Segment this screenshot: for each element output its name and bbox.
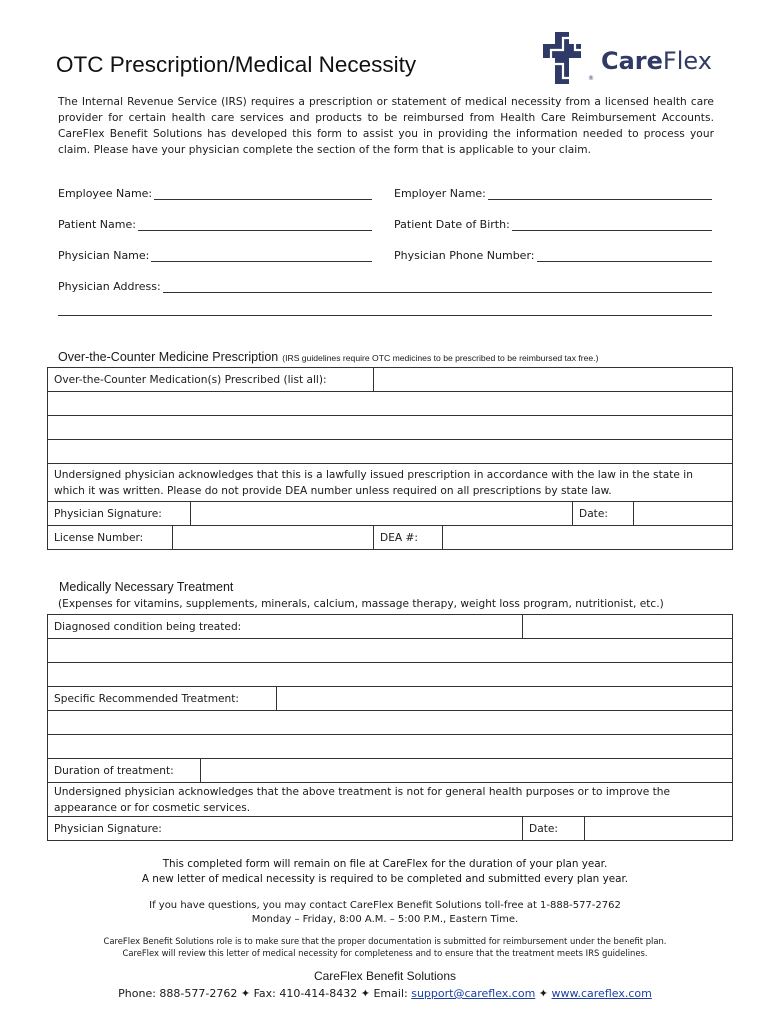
otc-signature-label: Physician Signature:	[48, 502, 191, 526]
footer-questions-2: Monday – Friday, 8:00 A.M. – 5:00 P.M., Eastern Time.	[251, 914, 519, 925]
med-condition-input[interactable]	[523, 615, 733, 639]
otc-acknowledgment: Undersigned physician acknowledges that this is a lawfully issued prescription in accordance with the law in the state in which it was written. Please do not provide DEA number unless required on all prescriptions by state law.	[48, 464, 733, 502]
patient-dob-input[interactable]	[512, 218, 712, 231]
footer-role-1: CareFlex Benefit Solutions role is to make sure that the proper documentation is submitted for reimbursement under the benefit plan.	[103, 936, 667, 946]
footer-questions-1: If you have questions, you may contact CareFlex Benefit Solutions toll-free at 1-888-577-2762	[149, 900, 621, 911]
otc-dea-label: DEA #:	[374, 526, 443, 550]
physician-address-field[interactable]	[58, 280, 712, 293]
employee-name-label: Employee Name:	[58, 187, 153, 200]
physician-address-input[interactable]	[163, 280, 712, 293]
employer-name-input[interactable]	[488, 187, 712, 200]
otc-date-label: Date:	[573, 502, 634, 526]
otc-medications-line-2[interactable]	[48, 392, 733, 416]
physician-phone-field[interactable]	[394, 249, 712, 262]
patient-dob-field[interactable]	[394, 218, 712, 231]
employer-name-field[interactable]	[394, 187, 712, 200]
separator-icon: ✦	[360, 987, 370, 1000]
intro-paragraph: The Internal Revenue Service (IRS) requires a prescription or statement of medical necessity from a licensed health care provider for certain health care services and products to be reimbursed from Health Care Reimbursement Accounts. CareFlex Benefit Solutions has developed this form to assist you in providing the information needed to process your claim. Please have your physician complete the section of the form that is applicable to your claim.	[58, 96, 714, 156]
med-signature-label: Physician Signature:	[54, 822, 162, 835]
med-condition-label: Diagnosed condition being treated:	[48, 615, 523, 639]
otc-license-label: License Number:	[48, 526, 173, 550]
med-date-input[interactable]	[585, 817, 733, 841]
med-duration-input[interactable]	[201, 759, 733, 783]
otc-date-input[interactable]	[634, 502, 733, 526]
patient-dob-label: Patient Date of Birth:	[394, 218, 510, 231]
physician-phone-label: Physician Phone Number:	[394, 249, 535, 262]
logo-text-bold: Care	[601, 47, 663, 75]
page-title: OTC Prescription/Medical Necessity	[56, 52, 417, 77]
separator-icon: ✦	[240, 987, 251, 1000]
footer-website-link[interactable]: www.careflex.com	[551, 987, 652, 1000]
med-duration-label: Duration of treatment:	[48, 759, 201, 783]
patient-name-label: Patient Name:	[58, 218, 136, 231]
med-treatment-label: Specific Recommended Treatment:	[48, 687, 277, 711]
physician-address-label: Physician Address:	[58, 280, 161, 293]
otc-dea-input[interactable]	[443, 526, 733, 550]
logo-registered: ®	[588, 75, 594, 82]
med-treatment-line-3[interactable]	[48, 735, 733, 759]
physician-name-label: Physician Name:	[58, 249, 150, 262]
otc-note: (IRS guidelines require OTC medicines to be prescribed to be reimbursed tax free.)	[282, 353, 599, 363]
med-condition-line-3[interactable]	[48, 663, 733, 687]
otc-heading: Over-the-Counter Medicine Prescription	[58, 350, 279, 364]
med-heading: Medically Necessary Treatment	[59, 580, 234, 594]
footer-role-2: CareFlex will review this letter of medical necessity for completeness and to ensure that the treatment meets IRS guidelines.	[122, 948, 648, 958]
footer-contact-line	[0, 987, 770, 1000]
med-subheading: (Expenses for vitamins, supplements, minerals, calcium, massage therapy, weight loss program, nutritionist, etc.)	[58, 598, 664, 610]
otc-medications-label: Over-the-Counter Medication(s) Prescribed (list all):	[48, 368, 374, 392]
med-acknowledgment: Undersigned physician acknowledges that the above treatment is not for general health purposes or to improve the appearance or for cosmetic services.	[48, 783, 733, 817]
footer-fax: Fax: 410-414-8432	[253, 987, 358, 1000]
med-treatment-line-2[interactable]	[48, 711, 733, 735]
otc-signature-input[interactable]	[191, 502, 573, 526]
cross-logo-icon	[543, 32, 587, 84]
med-table	[47, 614, 733, 841]
otc-section-heading	[58, 350, 598, 364]
med-condition-line-2[interactable]	[48, 639, 733, 663]
footer-email-label: Email:	[373, 987, 408, 1000]
separator-icon: ✦	[538, 987, 549, 1000]
footer-company: CareFlex Benefit Solutions	[313, 969, 457, 983]
otc-table	[47, 367, 733, 550]
footer-notice-2: A new letter of medical necessity is required to be completed and submitted every plan year.	[141, 873, 629, 885]
careflex-logo	[541, 30, 721, 86]
footer-notice-1: This completed form will remain on file at CareFlex for the duration of your plan year.	[162, 858, 608, 870]
otc-medications-line-3[interactable]	[48, 416, 733, 440]
otc-medications-line-4[interactable]	[48, 440, 733, 464]
employee-name-input[interactable]	[154, 187, 372, 200]
physician-name-input[interactable]	[151, 249, 372, 262]
employer-name-label: Employer Name:	[394, 187, 486, 200]
employee-name-field[interactable]	[58, 187, 372, 200]
patient-name-field[interactable]	[58, 218, 372, 231]
physician-phone-input[interactable]	[537, 249, 713, 262]
physician-name-field[interactable]	[58, 249, 372, 262]
logo-text-light: Flex	[662, 47, 712, 75]
med-signature-field[interactable]	[48, 817, 523, 841]
otc-medications-input[interactable]	[374, 368, 733, 392]
med-date-label: Date:	[523, 817, 585, 841]
med-treatment-input[interactable]	[277, 687, 733, 711]
footer-email-link[interactable]: support@careflex.com	[411, 987, 536, 1000]
svg-text:CareFlex	[601, 47, 712, 75]
otc-license-input[interactable]	[173, 526, 374, 550]
footer-phone: Phone: 888-577-2762	[118, 987, 238, 1000]
physician-address-line-2[interactable]	[58, 315, 712, 316]
patient-name-input[interactable]	[138, 218, 372, 231]
